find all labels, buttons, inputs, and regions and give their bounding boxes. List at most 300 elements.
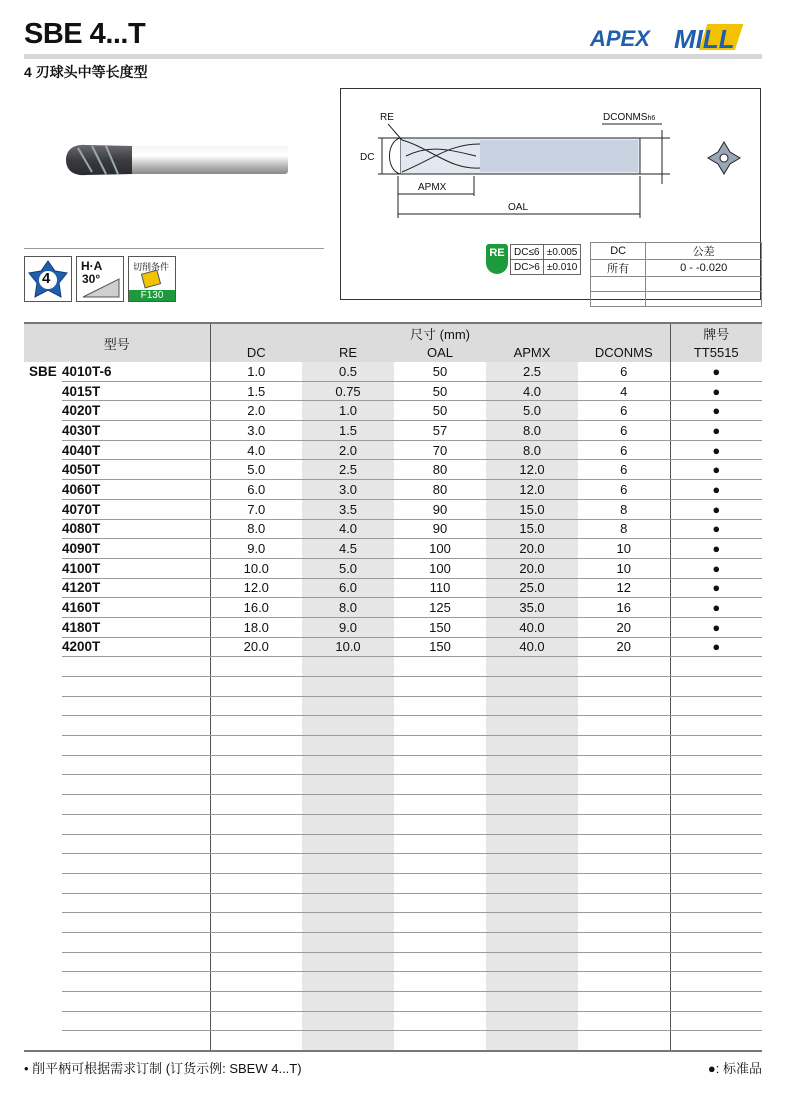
- apmx-cell: [486, 952, 578, 972]
- oal-cell: 150: [394, 617, 486, 637]
- apmx-cell: 25.0: [486, 578, 578, 598]
- re-cell: [302, 677, 394, 697]
- dc-cell: [210, 913, 302, 933]
- grade-cell: ●: [670, 440, 762, 460]
- model-cell: 4080T: [62, 519, 210, 539]
- model-cell: 4180T: [62, 617, 210, 637]
- table-row: [24, 381, 762, 401]
- oal-cell: [394, 873, 486, 893]
- model-cell: 4090T: [62, 539, 210, 559]
- re-cell: [302, 893, 394, 913]
- oal-cell: [394, 795, 486, 815]
- oal-cell: [394, 972, 486, 992]
- series-prefix: [24, 1031, 62, 1051]
- apmx-cell: 20.0: [486, 539, 578, 559]
- oal-cell: 90: [394, 519, 486, 539]
- cutting-condition-icon: [128, 256, 176, 302]
- table-row: [24, 499, 762, 519]
- dc-cell: 18.0: [210, 617, 302, 637]
- oal-cell: [394, 657, 486, 677]
- model-cell: [62, 992, 210, 1012]
- dconms-cell: 10: [578, 558, 670, 578]
- grade-cell: ●: [670, 421, 762, 441]
- dconms-cell: 8: [578, 499, 670, 519]
- re-label: RE: [380, 112, 394, 123]
- grade-cell: ●: [670, 578, 762, 598]
- cutting-condition-code: F130: [129, 290, 175, 301]
- apmx-cell: 12.0: [486, 460, 578, 480]
- oal-cell: [394, 814, 486, 834]
- apmx-cell: [486, 814, 578, 834]
- grade-cell: [670, 696, 762, 716]
- series-prefix: [24, 558, 62, 578]
- oal-cell: 50: [394, 381, 486, 401]
- icon-rule: [24, 248, 324, 249]
- series-prefix: [24, 460, 62, 480]
- oal-cell: [394, 913, 486, 933]
- dc-cell: [210, 755, 302, 775]
- col-re: RE: [302, 343, 394, 362]
- oal-cell: 150: [394, 637, 486, 657]
- dc-cell: [210, 716, 302, 736]
- table-row: [24, 637, 762, 657]
- empty-row: [24, 913, 762, 933]
- dc-cell: [210, 775, 302, 795]
- col-apmx: APMX: [486, 343, 578, 362]
- series-prefix: [24, 519, 62, 539]
- series-prefix: [24, 755, 62, 775]
- dc-cell: 1.0: [210, 362, 302, 381]
- dc-cell: [210, 814, 302, 834]
- model-cell: 4020T: [62, 401, 210, 421]
- empty-row: [24, 932, 762, 952]
- model-cell: [62, 657, 210, 677]
- col-grade: TT5515: [670, 343, 762, 362]
- re-badge-text: RE: [489, 247, 505, 259]
- empty-row: [24, 873, 762, 893]
- re-tol-value: ±0.005: [543, 245, 581, 260]
- dc-cell: 4.0: [210, 440, 302, 460]
- model-cell: [62, 854, 210, 874]
- re-tolerance-table: [510, 244, 581, 275]
- dc-tol-row: [591, 277, 762, 292]
- table-row: [24, 519, 762, 539]
- model-cell: 4200T: [62, 637, 210, 657]
- series-prefix: [24, 657, 62, 677]
- dc-cell: 6.0: [210, 480, 302, 500]
- table-row: [24, 421, 762, 441]
- re-cell: [302, 834, 394, 854]
- dc-label: DC: [360, 152, 375, 163]
- model-cell: [62, 913, 210, 933]
- tool-photo: [56, 138, 296, 182]
- dc-cell: 7.0: [210, 499, 302, 519]
- re-tolerance-row: [511, 260, 581, 275]
- series-prefix: [24, 814, 62, 834]
- apmx-cell: 15.0: [486, 519, 578, 539]
- re-cell: 10.0: [302, 637, 394, 657]
- dc-tol-value: [646, 292, 762, 307]
- series-prefix: [24, 775, 62, 795]
- oal-cell: [394, 696, 486, 716]
- apmx-cell: [486, 755, 578, 775]
- oal-cell: 125: [394, 598, 486, 618]
- dconms-cell: [578, 992, 670, 1012]
- empty-row: [24, 657, 762, 677]
- model-cell: [62, 795, 210, 815]
- oal-cell: 90: [394, 499, 486, 519]
- model-cell: 4015T: [62, 381, 210, 401]
- dc-tol-header-tol: 公差: [646, 243, 762, 260]
- re-cell: 1.0: [302, 401, 394, 421]
- dconms-cell: 6: [578, 460, 670, 480]
- series-prefix: [24, 992, 62, 1012]
- re-cell: 4.0: [302, 519, 394, 539]
- dconms-cell: [578, 834, 670, 854]
- re-cell: [302, 972, 394, 992]
- model-cell: [62, 736, 210, 756]
- dc-tol-header: [591, 243, 762, 260]
- table-row: [24, 617, 762, 637]
- model-cell: [62, 1031, 210, 1051]
- oal-cell: 100: [394, 539, 486, 559]
- re-cell: [302, 814, 394, 834]
- dc-cell: [210, 893, 302, 913]
- re-cell: [302, 932, 394, 952]
- dconms-cell: [578, 814, 670, 834]
- helix-angle-value: 30°: [82, 272, 101, 286]
- model-cell: [62, 677, 210, 697]
- re-cell: 3.0: [302, 480, 394, 500]
- footer-legend: ●: 标准品: [707, 1061, 762, 1076]
- oal-cell: [394, 775, 486, 795]
- apmx-cell: [486, 696, 578, 716]
- svg-text:APEX: APEX: [590, 26, 650, 51]
- grade-cell: [670, 736, 762, 756]
- dc-cell: [210, 736, 302, 756]
- model-cell: [62, 1011, 210, 1031]
- series-prefix: [24, 480, 62, 500]
- re-cell: [302, 1031, 394, 1051]
- re-cell: [302, 1011, 394, 1031]
- re-cell: [302, 657, 394, 677]
- apmx-cell: 8.0: [486, 440, 578, 460]
- series-prefix: [24, 972, 62, 992]
- dconms-cell: [578, 775, 670, 795]
- header-rule: [24, 54, 762, 59]
- empty-row: [24, 795, 762, 815]
- re-tol-cond: DC≤6: [511, 245, 544, 260]
- oal-cell: 57: [394, 421, 486, 441]
- model-cell: [62, 755, 210, 775]
- dconms-cell: 12: [578, 578, 670, 598]
- oal-cell: 50: [394, 362, 486, 381]
- dc-cell: [210, 952, 302, 972]
- dc-cell: 3.0: [210, 421, 302, 441]
- empty-row: [24, 1011, 762, 1031]
- grade-cell: [670, 814, 762, 834]
- dc-tol-cond: [591, 277, 646, 292]
- series-prefix: [24, 795, 62, 815]
- empty-row: [24, 972, 762, 992]
- apmx-cell: [486, 913, 578, 933]
- empty-row: [24, 893, 762, 913]
- grade-cell: [670, 932, 762, 952]
- series-prefix: [24, 1011, 62, 1031]
- oal-cell: [394, 932, 486, 952]
- model-cell: 4120T: [62, 578, 210, 598]
- series-prefix: [24, 696, 62, 716]
- model-cell: 4160T: [62, 598, 210, 618]
- model-cell: 4010T-6: [62, 362, 210, 381]
- dconms-cell: [578, 755, 670, 775]
- re-cell: 0.75: [302, 381, 394, 401]
- series-prefix: [24, 539, 62, 559]
- col-model: 型号: [24, 323, 210, 362]
- re-cell: 0.5: [302, 362, 394, 381]
- apmx-cell: [486, 992, 578, 1012]
- empty-row: [24, 1031, 762, 1051]
- dc-cell: [210, 972, 302, 992]
- grade-cell: [670, 873, 762, 893]
- dc-cell: [210, 657, 302, 677]
- grade-cell: [670, 992, 762, 1012]
- dconms-label: [603, 112, 655, 123]
- col-dconms: DCONMS: [578, 343, 670, 362]
- dc-cell: [210, 992, 302, 1012]
- dconms-tolerance-class: h6: [647, 115, 656, 122]
- apmx-cell: [486, 716, 578, 736]
- grade-cell: ●: [670, 480, 762, 500]
- dconms-cell: 10: [578, 539, 670, 559]
- re-cell: 5.0: [302, 558, 394, 578]
- series-prefix: [24, 381, 62, 401]
- table-row: [24, 460, 762, 480]
- series-prefix: [24, 598, 62, 618]
- dc-cell: 20.0: [210, 637, 302, 657]
- apmx-cell: [486, 834, 578, 854]
- oal-cell: [394, 952, 486, 972]
- grade-cell: ●: [670, 637, 762, 657]
- re-tolerance-row: [511, 245, 581, 260]
- dc-tolerance-table: [590, 242, 762, 307]
- oal-cell: [394, 893, 486, 913]
- grade-cell: ●: [670, 539, 762, 559]
- oal-cell: 80: [394, 480, 486, 500]
- grade-cell: [670, 657, 762, 677]
- series-prefix: [24, 952, 62, 972]
- spec-header-row-1: [24, 323, 762, 343]
- dconms-cell: [578, 854, 670, 874]
- series-prefix: [24, 834, 62, 854]
- grade-cell: [670, 1031, 762, 1051]
- dconms-cell: 4: [578, 381, 670, 401]
- dconms-cell: [578, 1011, 670, 1031]
- re-tol-value: ±0.010: [543, 260, 581, 275]
- apmx-cell: [486, 795, 578, 815]
- grade-cell: [670, 952, 762, 972]
- dconms-cell: 6: [578, 421, 670, 441]
- re-cell: [302, 795, 394, 815]
- grade-cell: ●: [670, 460, 762, 480]
- oal-cell: [394, 1011, 486, 1031]
- dc-cell: 12.0: [210, 578, 302, 598]
- model-cell: 4100T: [62, 558, 210, 578]
- dc-cell: 1.5: [210, 381, 302, 401]
- oal-cell: 70: [394, 440, 486, 460]
- apmx-cell: [486, 854, 578, 874]
- apmx-cell: [486, 932, 578, 952]
- dconms-cell: [578, 696, 670, 716]
- apmx-cell: [486, 893, 578, 913]
- re-cell: 6.0: [302, 578, 394, 598]
- dc-cell: [210, 1031, 302, 1051]
- re-cell: [302, 775, 394, 795]
- apmx-cell: 40.0: [486, 637, 578, 657]
- grade-cell: ●: [670, 401, 762, 421]
- oal-cell: [394, 736, 486, 756]
- flute-count-value: 4: [42, 270, 51, 287]
- model-cell: [62, 716, 210, 736]
- grade-cell: [670, 834, 762, 854]
- model-cell: [62, 932, 210, 952]
- model-cell: 4070T: [62, 499, 210, 519]
- grade-cell: ●: [670, 381, 762, 401]
- dconms-cell: 6: [578, 440, 670, 460]
- apmx-cell: 20.0: [486, 558, 578, 578]
- table-row: [24, 362, 762, 381]
- group-grade: 牌号: [670, 323, 762, 343]
- dc-cell: 8.0: [210, 519, 302, 539]
- apmx-cell: [486, 873, 578, 893]
- helix-angle-icon: [76, 256, 124, 302]
- re-cell: 2.0: [302, 440, 394, 460]
- dconms-cell: 20: [578, 637, 670, 657]
- empty-row: [24, 834, 762, 854]
- dconms-cell: [578, 1031, 670, 1051]
- oal-cell: 100: [394, 558, 486, 578]
- apmx-cell: [486, 972, 578, 992]
- page-subtitle: 4 刃球头中等长度型: [24, 64, 148, 80]
- footer-note: • 削平柄可根据需求订制 (订货示例: SBEW 4...T): [24, 1061, 302, 1076]
- re-cell: [302, 736, 394, 756]
- re-cell: 3.5: [302, 499, 394, 519]
- re-cell: 2.5: [302, 460, 394, 480]
- oal-cell: 110: [394, 578, 486, 598]
- tool-drawing: [340, 88, 761, 248]
- series-prefix: [24, 637, 62, 657]
- re-tol-cond: DC>6: [511, 260, 544, 275]
- apmx-cell: 35.0: [486, 598, 578, 618]
- table-row: [24, 539, 762, 559]
- apmx-cell: [486, 657, 578, 677]
- dc-cell: 5.0: [210, 460, 302, 480]
- oal-cell: [394, 716, 486, 736]
- series-prefix: [24, 716, 62, 736]
- dconms-cell: 8: [578, 519, 670, 539]
- dconms-label-text: DCONMS: [603, 112, 648, 123]
- grade-cell: [670, 854, 762, 874]
- dc-tol-header-dc: DC: [591, 243, 646, 260]
- grade-cell: ●: [670, 362, 762, 381]
- series-prefix: [24, 440, 62, 460]
- dc-cell: [210, 696, 302, 716]
- grade-cell: [670, 716, 762, 736]
- apmx-label: APMX: [418, 182, 447, 193]
- empty-row: [24, 854, 762, 874]
- apmx-cell: 15.0: [486, 499, 578, 519]
- model-cell: [62, 952, 210, 972]
- dconms-cell: 6: [578, 480, 670, 500]
- grade-cell: ●: [670, 519, 762, 539]
- empty-row: [24, 755, 762, 775]
- model-cell: 4050T: [62, 460, 210, 480]
- model-cell: 4040T: [62, 440, 210, 460]
- dconms-cell: [578, 972, 670, 992]
- dconms-cell: 20: [578, 617, 670, 637]
- apmx-cell: [486, 775, 578, 795]
- dc-tol-cond: [591, 292, 646, 307]
- table-row: [24, 558, 762, 578]
- apexmill-logo: [588, 22, 764, 52]
- dconms-cell: 6: [578, 362, 670, 381]
- model-cell: 4060T: [62, 480, 210, 500]
- model-cell: [62, 834, 210, 854]
- oal-cell: [394, 992, 486, 1012]
- table-row: [24, 401, 762, 421]
- series-prefix: [24, 736, 62, 756]
- grade-cell: ●: [670, 598, 762, 618]
- grade-cell: ●: [670, 558, 762, 578]
- series-prefix: [24, 578, 62, 598]
- spec-body: [24, 362, 762, 1051]
- re-cell: 8.0: [302, 598, 394, 618]
- apmx-cell: [486, 736, 578, 756]
- empty-row: [24, 952, 762, 972]
- apmx-cell: 40.0: [486, 617, 578, 637]
- oal-label: OAL: [508, 202, 529, 213]
- series-prefix: [24, 854, 62, 874]
- oal-cell: 80: [394, 460, 486, 480]
- re-cell: 1.5: [302, 421, 394, 441]
- grade-cell: [670, 913, 762, 933]
- re-badge: [486, 244, 508, 274]
- re-cell: [302, 913, 394, 933]
- dc-tol-cond: 所有: [591, 260, 646, 277]
- page-title: SBE 4...T: [24, 18, 146, 50]
- series-prefix: [24, 873, 62, 893]
- grade-cell: [670, 1011, 762, 1031]
- dconms-cell: [578, 677, 670, 697]
- dconms-cell: [578, 795, 670, 815]
- apmx-cell: [486, 1011, 578, 1031]
- oal-cell: [394, 755, 486, 775]
- col-dc: DC: [210, 343, 302, 362]
- dc-cell: 2.0: [210, 401, 302, 421]
- table-row: [24, 598, 762, 618]
- series-prefix: SBE: [29, 364, 57, 380]
- model-cell: [62, 972, 210, 992]
- dc-cell: [210, 854, 302, 874]
- dc-cell: [210, 1011, 302, 1031]
- grade-cell: [670, 775, 762, 795]
- re-cell: [302, 755, 394, 775]
- svg-text:MILL: MILL: [674, 24, 735, 52]
- oal-cell: [394, 1031, 486, 1051]
- dconms-cell: 6: [578, 401, 670, 421]
- dconms-cell: [578, 657, 670, 677]
- dc-cell: [210, 932, 302, 952]
